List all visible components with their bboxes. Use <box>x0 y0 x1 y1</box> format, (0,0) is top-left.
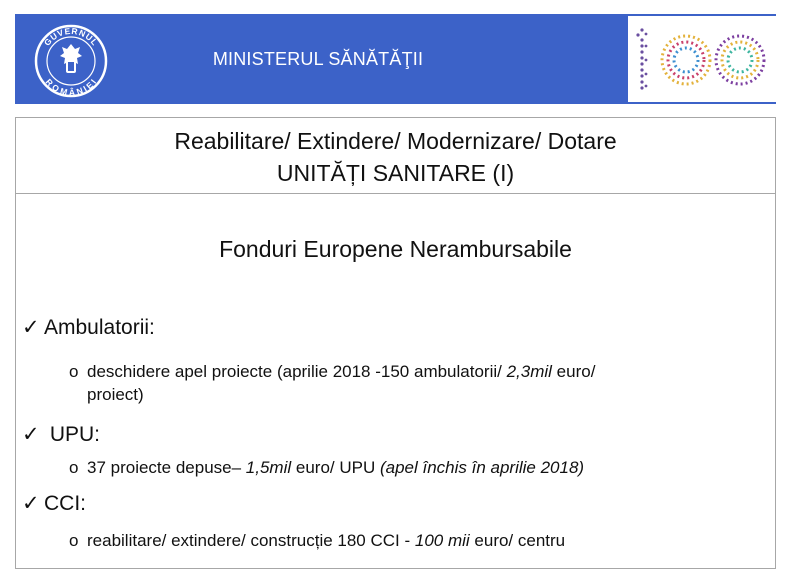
slide-title-box <box>15 117 776 194</box>
circle-bullet-icon: o <box>69 362 79 381</box>
item-text-end: euro/ <box>551 362 596 381</box>
circle-bullet-icon: o <box>69 531 79 550</box>
slide-title-line1: Reabilitare/ Extindere/ Modernizare/ Dotare <box>174 128 617 154</box>
bullet-label: CCI: <box>44 492 86 515</box>
item-text: 37 proiecte depuse– <box>87 458 246 477</box>
item-text-end: euro/ centru <box>469 531 566 550</box>
cci-item <box>69 529 565 552</box>
item-line2: proiect) <box>87 385 144 404</box>
item-text: reabilitare/ extindere/ construcție 180 CCI - <box>87 531 415 550</box>
item-text-mid: euro/ UPU <box>291 458 380 477</box>
svg-text:GUVERNUL: GUVERNUL <box>41 25 101 48</box>
circle-bullet-icon: o <box>69 458 79 477</box>
bullet-upu <box>22 422 100 447</box>
header-banner <box>15 14 776 104</box>
checkmark-icon: ✓ <box>22 492 40 515</box>
item-italic-end: (apel închis în aprilie 2018) <box>379 458 585 477</box>
bullet-label: UPU: <box>49 423 101 446</box>
svg-text:ROMÂNIEI: ROMÂNIEI <box>43 76 99 98</box>
checkmark-icon: ✓ <box>22 316 40 339</box>
slide-title-line2: UNITĂȚI SANITARE (I) <box>276 160 515 186</box>
content-box <box>15 193 776 569</box>
item-italic: 2,3mil <box>506 362 552 381</box>
upu-item <box>69 456 584 479</box>
content-subtitle: Fonduri Europene Nerambursabile <box>219 236 572 262</box>
ambulatorii-item <box>69 360 595 406</box>
checkmark-icon: ✓ <box>22 423 40 446</box>
bullet-cci <box>22 491 86 516</box>
item-italic: 100 mii <box>414 531 470 550</box>
romania-100-logo <box>628 16 776 102</box>
bullet-label: Ambulatorii: <box>44 316 155 339</box>
item-italic: 1,5mil <box>245 458 292 477</box>
bullet-ambulatorii <box>22 315 155 340</box>
ministry-title: MINISTERUL SĂNĂTĂŢII <box>212 49 424 69</box>
item-text: deschidere apel proiecte (aprilie 2018 -150 ambulatorii/ <box>87 362 507 381</box>
